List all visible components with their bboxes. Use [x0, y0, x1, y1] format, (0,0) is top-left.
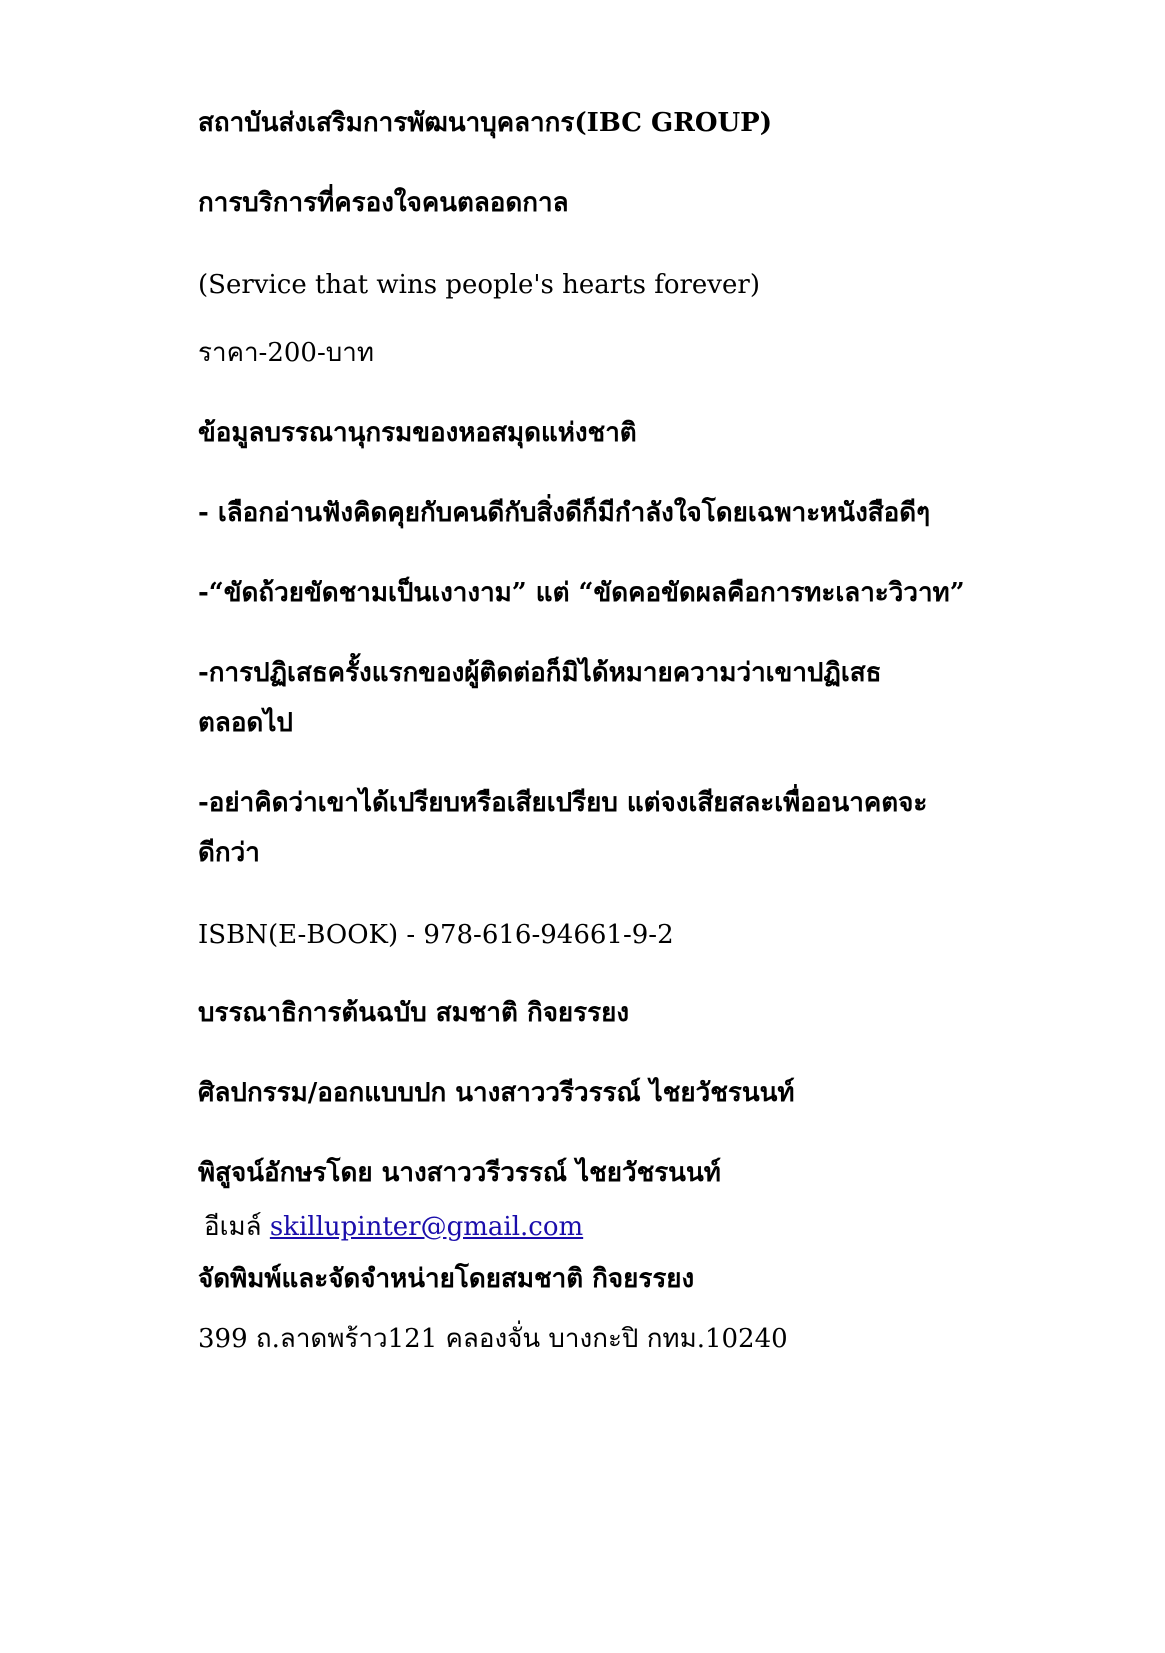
point-2: -“ขัดถ้วยขัดชามเป็นเงางาม” แต่ “ขัดคอขัดผลคือการทะเลาะวิวาท” [198, 578, 965, 608]
book-title-thai: การบริการที่ครองใจคนตลอดกาล [198, 188, 569, 218]
art-designer: ศิลปกรรม/ออกแบบปก นางสาววรีวรรณ์ ไชยวัชรนนท์ [198, 1078, 795, 1108]
book-title-english: (Service that wins people's hearts forever) [198, 270, 760, 300]
editor: บรรณาธิการต้นฉบับ สมชาติ กิจยรรยง [198, 998, 630, 1028]
point-3-line-2: ตลอดไป [198, 708, 293, 738]
point-4-line-1: -อย่าคิดว่าเขาได้เปรียบหรือเสียเปรียบ แต่จงเสียสละเพื่ออนาคตจะ [198, 788, 928, 818]
publisher: จัดพิมพ์และจัดจำหน่ายโดยสมชาติ กิจยรรยง [198, 1264, 695, 1294]
isbn: ISBN(E-BOOK) - 978-616-94661-9-2 [198, 920, 674, 950]
point-4-line-2: ดีกว่า [198, 838, 260, 868]
proofreader: พิสูจน์อักษรโดย นางสาววรีวรรณ์ ไชยวัชรนนท์ [198, 1158, 721, 1188]
address: 399 ถ.ลาดพร้าว121 คลองจั่น บางกะปิ กทม.10240 [198, 1324, 788, 1354]
email-link[interactable]: skillupinter@gmail.com [269, 1212, 584, 1242]
price: ราคา-200-บาท [198, 338, 374, 368]
point-3-line-1: -การปฏิเสธครั้งแรกของผู้ติดต่อก็มิได้หมายความว่าเขาปฏิเสธ [198, 658, 882, 688]
email-line [204, 1210, 583, 1244]
catalog-heading: ข้อมูลบรรณานุกรมของหอสมุดแห่งชาติ [198, 418, 637, 448]
email-label: อีเมล์ [204, 1212, 262, 1242]
institute-name: สถาบันส่งเสริมการพัฒนาบุคลากร(IBC GROUP) [198, 108, 773, 138]
point-1: - เลือกอ่านฟังคิดคุยกับคนดีกับสิ่งดีก็มีกำลังใจโดยเฉพาะหนังสือดีๆ [198, 498, 931, 528]
